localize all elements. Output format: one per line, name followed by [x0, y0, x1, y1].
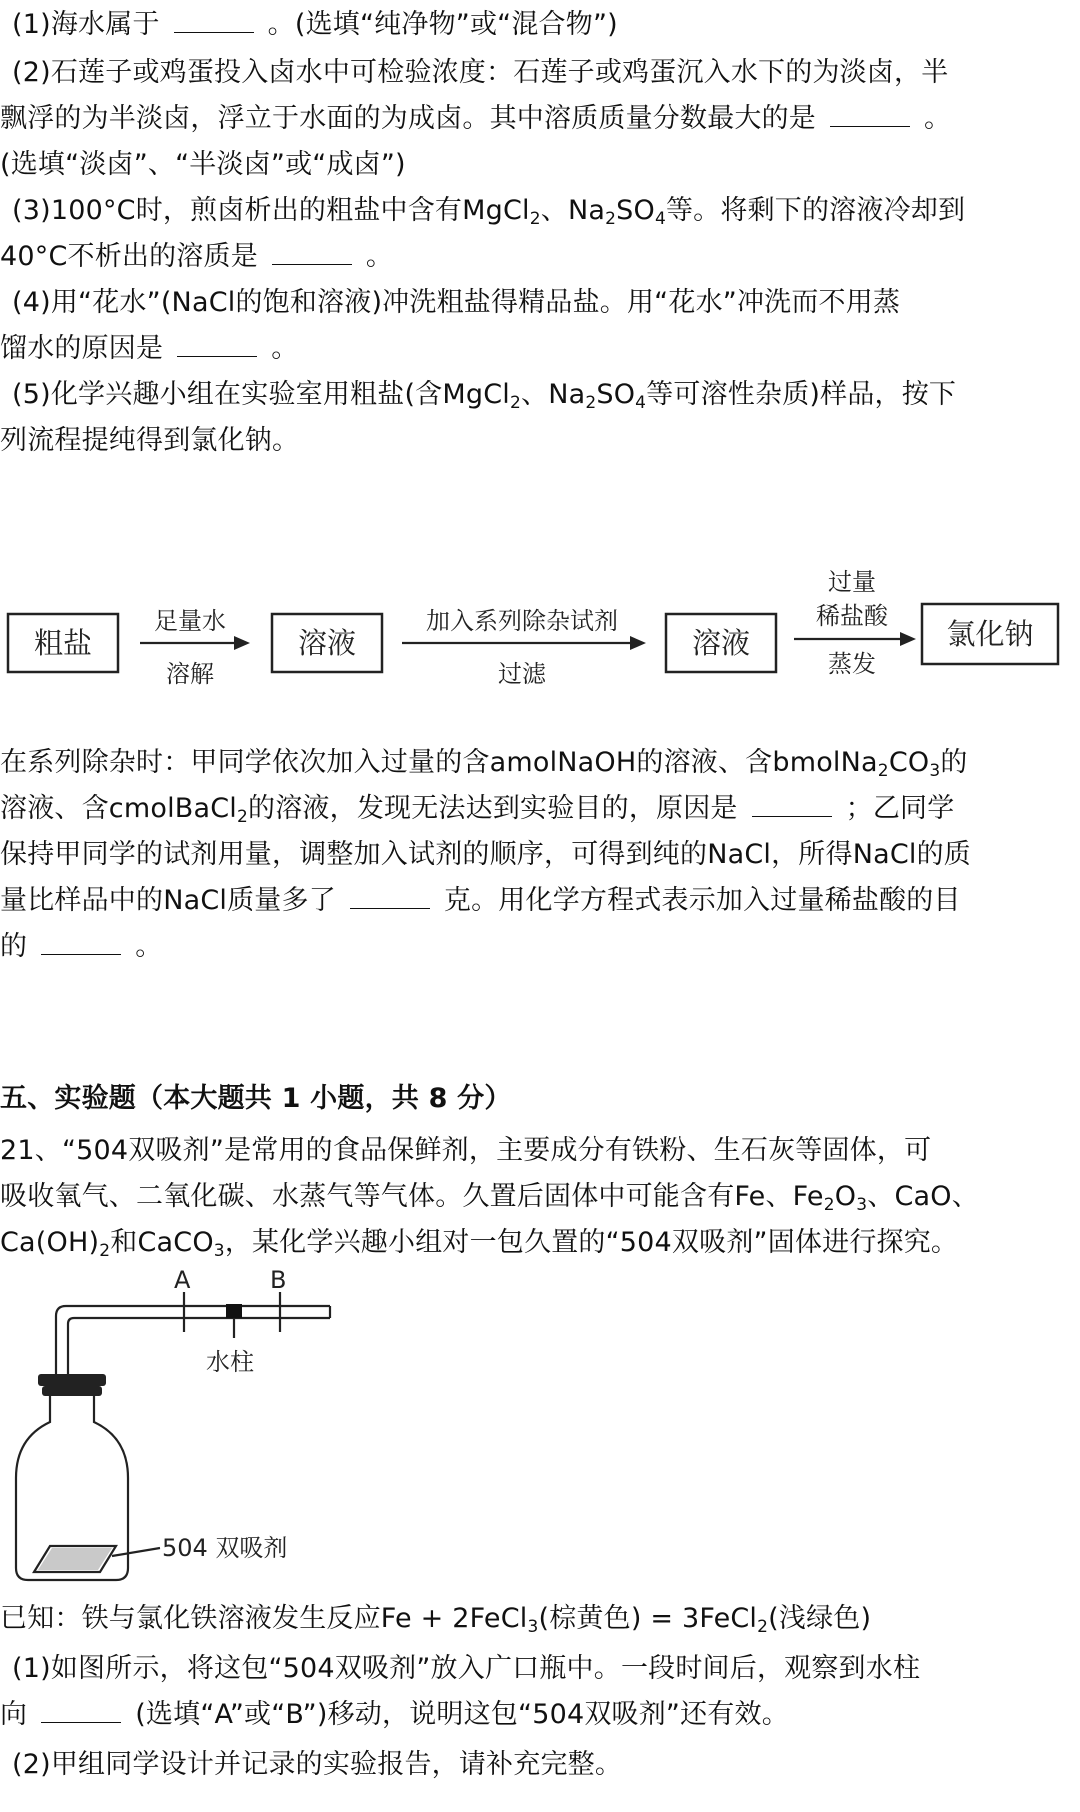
q21-known-reaction: 已知：铁与氯化铁溶液发生反应Fe + 2FeCl$_3$(棕黄色) = 3FeCl$_2$(浅绿色): [0, 1603, 872, 1637]
glass-tube: [68, 1318, 330, 1376]
q20-part4-line1: (4)用“花水”(NaCl的饱和溶液)冲洗粗盐得精品盐。用“花水”冲洗而不用蒸: [12, 287, 901, 318]
section-title: 五、实验题（本大题共 1 小题，共 8 分）: [0, 1083, 512, 1114]
answer-blank[interactable]: [752, 790, 832, 817]
flow-box-label: 粗盐: [33, 626, 93, 660]
answer-blank[interactable]: [41, 928, 121, 955]
q20-part6-line4: 量比样品中的NaCl质量多了 克。用化学方程式表示加入过量稀盐酸的目: [0, 878, 961, 924]
flow-arrow-label: 足量水: [154, 607, 226, 635]
q20-part1: (1)海水属于 。(选填“纯净物”或“混合物”): [12, 2, 618, 48]
stopper: [38, 1374, 106, 1386]
q20-part6-line1: 在系列除杂时：甲同学依次加入过量的含amolNaOH的溶液、含$bmolNa_2CO_3$的: [0, 747, 968, 781]
q21-line3: $Ca(OH)_2$和CaCO$_3$，某化学兴趣小组对一包久置的“504双吸剂”固体进行探究。: [0, 1227, 959, 1261]
q20-part3-line1: (3)100°C时，煎卤析出的粗盐中含有MgCl$_2$、$Na_2SO_4$等。将剩下的溶液冷却到: [12, 195, 966, 229]
q20-part2-line2: 飘浮的为半淡卤，浮立于水面的为成卤。其中溶质质量分数最大的是 。: [0, 96, 951, 142]
q21-line1: 21、“504双吸剂”是常用的食品保鲜剂，主要成分有铁粉、生石灰等固体，可: [0, 1135, 932, 1166]
glass-tube: [56, 1306, 330, 1376]
label-agent: 504 双吸剂: [162, 1534, 288, 1562]
flow-arrowhead-2: [630, 636, 646, 650]
q20-part5-line1: (5)化学兴趣小组在实验室用粗盐(含MgCl$_2$、$Na_2SO_4$等可溶性杂质)样品，按下: [12, 379, 957, 413]
label-a: A: [174, 1266, 191, 1294]
flow-arrow-label: 稀盐酸: [816, 602, 888, 630]
flow-arrow-label: 过滤: [498, 660, 546, 688]
water-column: [226, 1304, 242, 1318]
agent-pointer: [112, 1548, 160, 1556]
answer-blank[interactable]: [174, 6, 254, 33]
answer-blank[interactable]: [272, 238, 352, 265]
answer-blank[interactable]: [350, 882, 430, 909]
agent-shading: [38, 1548, 112, 1570]
q20-part6-line3: 保持甲同学的试剂用量，调整加入试剂的顺序，可得到纯的NaCl，所得NaCl的质: [0, 839, 971, 870]
flow-box-label: 氯化钠: [946, 617, 1034, 651]
q20-part2-line1: (2)石莲子或鸡蛋投入卤水中可检验浓度：石莲子或鸡蛋沉入水下的为淡卤，半: [12, 57, 949, 88]
flow-arrow-label: 蒸发: [828, 650, 876, 678]
q20-part2-line3: (选填“淡卤”、“半淡卤”或“成卤”): [0, 149, 406, 180]
q20-part3-line2: 40°C不析出的溶质是 。: [0, 234, 393, 280]
flow-arrow-label: 加入系列除杂试剂: [426, 607, 618, 635]
q21-part1-line1: (1)如图所示，将这包“504双吸剂”放入广口瓶中。一段时间后，观察到水柱: [12, 1653, 921, 1684]
q21-part1-line2: 向 (选填“A”或“B”)移动，说明这包“504双吸剂”还有效。: [0, 1692, 789, 1738]
flow-arrowhead-1: [234, 636, 250, 650]
flow-box-label: 溶液: [691, 626, 751, 660]
answer-blank[interactable]: [177, 330, 257, 357]
q20-part5-line2: 列流程提纯得到氯化钠。: [0, 425, 300, 456]
label-b: B: [270, 1266, 287, 1294]
label-water-column: 水柱: [206, 1348, 254, 1376]
stopper: [42, 1386, 102, 1396]
flow-arrow-label: 过量: [828, 568, 876, 596]
q20-part6-line2: 溶液、含cmolBaCl$_2$的溶液，发现无法达到实验目的，原因是 ；乙同学: [0, 786, 954, 832]
answer-blank[interactable]: [830, 100, 910, 127]
answer-blank[interactable]: [41, 1696, 121, 1723]
q21-line2: 吸收氧气、二氧化碳、水蒸气等气体。久置后固体中可能含有Fe、$Fe_2O_3$、CaO、: [0, 1181, 979, 1215]
purification-flow-diagram: [0, 560, 1080, 710]
flow-arrowhead-3: [900, 632, 916, 646]
flow-box-label: 溶液: [297, 626, 357, 660]
flow-arrow-label: 溶解: [166, 660, 214, 688]
q21-part2: (2)甲组同学设计并记录的实验报告，请补充完整。: [12, 1749, 623, 1780]
q20-part4-line2: 馏水的原因是 。: [0, 326, 298, 372]
q20-part6-line5: 的 。: [0, 924, 162, 970]
bottle-apparatus-figure: [0, 1266, 360, 1586]
